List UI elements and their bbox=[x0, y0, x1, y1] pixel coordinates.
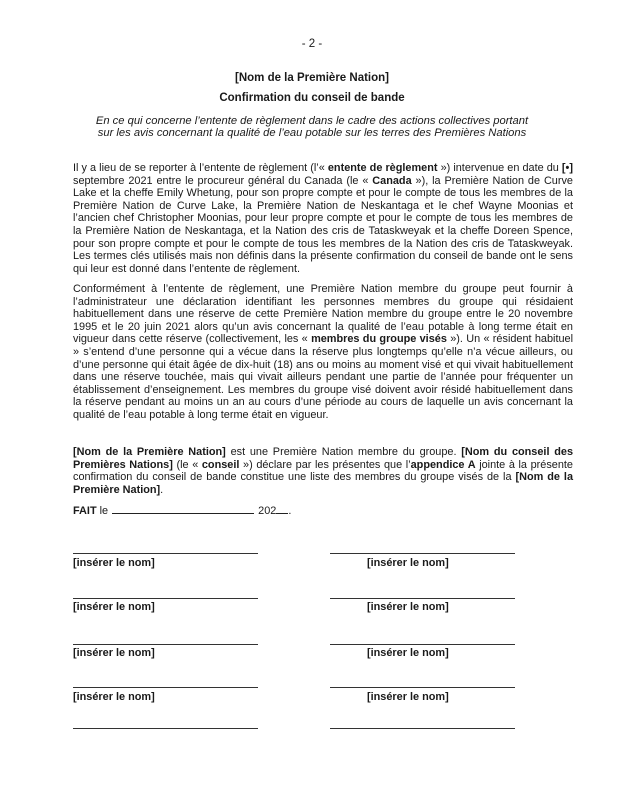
defined-term: membres du groupe visés bbox=[311, 333, 447, 346]
text: ») intervenue en date du bbox=[437, 162, 562, 174]
paragraph-eligibility bbox=[73, 283, 573, 422]
fait-label: FAIT bbox=[73, 505, 97, 517]
signatory-name: [insérer le nom] bbox=[367, 647, 449, 659]
defined-term: Canada bbox=[372, 174, 412, 187]
text: . bbox=[160, 483, 164, 496]
signature-line[interactable] bbox=[330, 644, 515, 645]
signature-line[interactable] bbox=[330, 728, 515, 729]
council-placeholder: [Nom du conseil des Premières Nations] bbox=[73, 446, 573, 471]
defined-term: entente de règlement bbox=[327, 162, 438, 174]
signature-line[interactable] bbox=[330, 687, 515, 688]
appendix-reference: appendice A bbox=[410, 458, 476, 471]
signatory-name: [insérer le nom] bbox=[367, 601, 449, 613]
signatory-name: [insérer le nom] bbox=[73, 691, 155, 703]
signature-line[interactable] bbox=[73, 687, 258, 688]
signature-line[interactable] bbox=[330, 598, 515, 599]
text: le bbox=[96, 505, 112, 517]
text: ») déclare par les présentes que l’ bbox=[239, 458, 411, 471]
signature-line[interactable] bbox=[73, 644, 258, 645]
document-subtitle: Confirmation du conseil de bande bbox=[219, 92, 405, 104]
signatory-name: [insérer le nom] bbox=[73, 557, 155, 569]
signatory-name: [insérer le nom] bbox=[367, 557, 449, 569]
first-nation-placeholder: [Nom de la Première Nation] bbox=[73, 471, 574, 496]
text: septembre 2021 entre le procureur général du Canada (le « bbox=[73, 174, 373, 187]
text: Il y a lieu de se reporter à l’entente de règlement (l’« bbox=[73, 162, 328, 174]
signatory-name: [insérer le nom] bbox=[73, 601, 155, 613]
signature-line[interactable] bbox=[330, 553, 515, 554]
text: . bbox=[288, 505, 292, 517]
paragraph-settlement-reference bbox=[73, 162, 573, 275]
signature-line[interactable] bbox=[73, 728, 258, 729]
signatory-name: [insérer le nom] bbox=[73, 647, 155, 659]
signature-line[interactable] bbox=[73, 598, 258, 599]
text: »). Un « résident habituel » s’entend d’une personne qui a vécue dans la réserve plus longtemps qu’elle n’a vécue ailleurs, ou d’une personne qui était âgée de dix-huit (18) ans ou moins au moment visé et qui vivait habituellement dans une réserve touchée, mais qui vivait ailleurs pendant une partie de l’année pour fréquenter un établissement d’enseignement. Les membres du groupe visé doivent avoir résidé habituellement dans la réserve pendant au moins un an au cours d’une période au cours de laquelle un avis concernant la qualité de l’eau potable à long terme était en vigueur. bbox=[73, 333, 574, 421]
date-blank-field[interactable] bbox=[112, 503, 254, 514]
first-nation-placeholder: [Nom de la Première Nation] bbox=[73, 446, 226, 458]
date-placeholder: [•] bbox=[561, 162, 573, 174]
text: Conformément à l’entente de règlement, une Première Nation membre du groupe peut fournir à l’administrateur une déclaration identifiant les personnes membres du groupe qui résidaient habituellement dans une réserve de cette Première Nation membre du groupe entre le 20 novembre 1995 et le 20 juin 2021 alors qu’un avis concernant la qualité de l’eau potable à long terme était en vigueur dans cette réserve (collectivement, les « bbox=[73, 283, 573, 346]
text: jointe à la présente confirmation du conseil de bande constitue une liste des membres du groupe visés de la bbox=[73, 458, 573, 484]
text: (le « bbox=[172, 458, 202, 471]
page-number: - 2 - bbox=[301, 38, 323, 50]
year-prefix: 202 bbox=[258, 505, 277, 517]
text: est une Première Nation membre du groupe. bbox=[225, 446, 462, 458]
fait-line bbox=[73, 503, 291, 517]
text: »), la Première Nation de Curve Lake et la cheffe Emily Whetung, pour son propre compte et pour le compte de tous les membres de la Première Nation de Curve Lake, la Première Nation de Neskantaga et le chef Wayne Moonias et l’ancien chef Christopher Moonias, pour leur propre compte et pour le compte de tous les membres de la Première Nation de Neskantaga, et la Nation des cris de Tataskweyak et la cheffe Doreen Spence, pour son propre compte et pour le compte de tous les membres de la Nation des cris de Tataskweyak. Les termes clés utilisés mais non définis dans la présente confirmation du conseil de bande ont le sens qui leur est donné dans l’entente de règlement. bbox=[73, 174, 573, 275]
document-title: [Nom de la Première Nation] bbox=[234, 72, 389, 84]
paragraph-declaration bbox=[73, 446, 573, 496]
year-blank-field[interactable] bbox=[276, 503, 288, 514]
signature-line[interactable] bbox=[73, 553, 258, 554]
signatory-name: [insérer le nom] bbox=[367, 691, 449, 703]
defined-term: conseil bbox=[201, 458, 240, 471]
document-context: En ce qui concerne l’entente de règlement dans le cadre des actions collectives portant sur les avis concernant la qualité de l’eau potable sur les terres des Premières Nations bbox=[95, 115, 529, 139]
